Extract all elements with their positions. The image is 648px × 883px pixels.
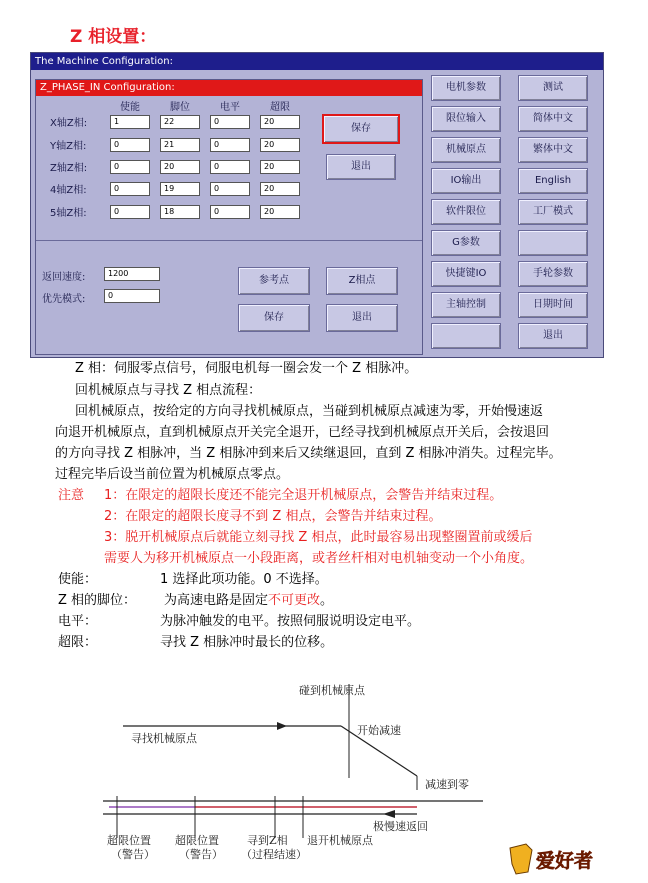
limit-text: 寻找 Z 相脉冲时最长的位移。 xyxy=(160,635,334,650)
axis5-level-field[interactable]: 0 xyxy=(210,205,250,219)
warning-3: 3：脱开机械原点后就能立刻寻找 Z 相点，此时最容易出现整圈置前或缓后 xyxy=(104,530,533,545)
z-phase-point-button[interactable]: Z相点 xyxy=(326,267,398,295)
y-overlimit-field[interactable]: 20 xyxy=(260,138,300,152)
homing-process-diagram xyxy=(95,678,495,868)
menu-machine-origin[interactable]: 机械原点 xyxy=(431,137,501,163)
z-phase-config-panel xyxy=(35,79,423,355)
column-overlimit: 超限 xyxy=(270,102,290,113)
label-hit-origin: 碰到机械原点 xyxy=(299,684,365,697)
label-overlimit-1: 超限位置 xyxy=(107,834,151,847)
x-level-field[interactable]: 0 xyxy=(210,115,250,129)
column-enable: 使能 xyxy=(120,102,140,113)
note-line-6: 过程完毕后设当前位置为机械原点零点。 xyxy=(55,467,290,482)
z-level-field[interactable]: 0 xyxy=(210,160,250,174)
z-overlimit-field[interactable]: 20 xyxy=(260,160,300,174)
panel-title: Z_PHASE_IN Configuration: xyxy=(36,80,422,96)
label-search-origin: 寻找机械原点 xyxy=(131,732,197,745)
return-speed-field[interactable]: 1200 xyxy=(104,267,160,281)
y-enable-field[interactable]: 0 xyxy=(110,138,150,152)
menu-traditional-chinese[interactable]: 繁体中文 xyxy=(518,137,588,163)
enable-text: 1 选择此项功能。0 不选择。 xyxy=(160,572,328,587)
y-level-field[interactable]: 0 xyxy=(210,138,250,152)
axis4-level-field[interactable]: 0 xyxy=(210,182,250,196)
return-arrow-icon xyxy=(383,810,395,818)
x-overlimit-field[interactable]: 20 xyxy=(260,115,300,129)
menu-test[interactable]: 测试 xyxy=(518,75,588,101)
z-enable-field[interactable]: 0 xyxy=(110,160,150,174)
label-leave-origin: 退开机械原点 xyxy=(307,834,373,847)
axis4-enable-field[interactable]: 0 xyxy=(110,182,150,196)
note-line-3: 回机械原点，按给定的方向寻找机械原点，当碰到机械原点减速为零，开始慢速返 xyxy=(75,404,544,419)
menu-motor-params[interactable]: 电机参数 xyxy=(431,75,501,101)
warning-1: 1：在限定的超限长度还不能完全退开机械原点，会警告并结束过程。 xyxy=(104,488,503,503)
enable-label: 使能： xyxy=(58,572,98,587)
label-start-decel: 开始减速 xyxy=(357,724,401,737)
bottom-exit-button[interactable]: 退出 xyxy=(326,304,398,332)
pin-text: 为高速电路是固定不可更改。 xyxy=(164,593,334,608)
level-text: 为脉冲触发的电平。按照伺服说明设定电平。 xyxy=(160,614,421,629)
menu-hotkey-io[interactable]: 快捷键IO xyxy=(431,261,501,287)
menu-simplified-chinese[interactable]: 简体中文 xyxy=(518,106,588,132)
note-line-2: 回机械原点与寻找 Z 相点流程： xyxy=(75,383,262,398)
menu-blank-left[interactable] xyxy=(431,323,501,349)
x-enable-field[interactable]: 1 xyxy=(110,115,150,129)
label-slow-return: 极慢速返回 xyxy=(373,820,428,833)
menu-exit[interactable]: 退出 xyxy=(518,323,588,349)
logo-emblem-icon xyxy=(510,844,532,874)
row-label-5: 5轴Z相: xyxy=(50,208,87,219)
label-overlimit-2: 超限位置 xyxy=(175,834,219,847)
return-speed-label: 返回速度: xyxy=(42,272,86,283)
note-prefix: 注意 xyxy=(58,488,85,503)
menu-factory-mode[interactable]: 工厂模式 xyxy=(518,199,588,225)
label-decel-zero: 减速到零 xyxy=(425,778,469,791)
reference-point-button[interactable]: 参考点 xyxy=(238,267,310,295)
axis4-overlimit-field[interactable]: 20 xyxy=(260,182,300,196)
axis4-pin-field[interactable]: 19 xyxy=(160,182,200,196)
label-end-process: （过程结速） xyxy=(241,848,307,861)
bottom-save-button[interactable]: 保存 xyxy=(238,304,310,332)
exit-button[interactable]: 退出 xyxy=(326,154,396,180)
warning-3-cont: 需要人为移开机械原点一小段距离，或者丝杆相对电机轴变动一个小角度。 xyxy=(104,551,534,566)
menu-english[interactable]: English xyxy=(518,168,588,194)
row-label-y: Y轴Z相: xyxy=(50,141,87,152)
axis5-enable-field[interactable]: 0 xyxy=(110,205,150,219)
priority-mode-label: 优先模式: xyxy=(42,294,86,305)
menu-io-output[interactable]: IO输出 xyxy=(431,168,501,194)
priority-mode-field[interactable]: 0 xyxy=(104,289,160,303)
menu-software-limit[interactable]: 软件限位 xyxy=(431,199,501,225)
level-label: 电平： xyxy=(58,614,98,629)
page-title: Z 相设置： xyxy=(70,27,157,47)
menu-blank-right[interactable] xyxy=(518,230,588,256)
forum-logo xyxy=(506,842,630,876)
row-label-4: 4轴Z相: xyxy=(50,185,87,196)
machine-configuration-window xyxy=(30,52,604,358)
menu-handwheel-params[interactable]: 手轮参数 xyxy=(518,261,588,287)
window-title: The Machine Configuration: xyxy=(31,53,603,70)
menu-limit-input[interactable]: 限位输入 xyxy=(431,106,501,132)
column-pin: 脚位 xyxy=(170,102,190,113)
y-pin-field[interactable]: 21 xyxy=(160,138,200,152)
search-arrow-icon xyxy=(277,722,287,730)
row-label-x: X轴Z相: xyxy=(50,118,88,129)
note-line-1: Z 相：伺服零点信号，伺服电机每一圈会发一个 Z 相脉冲。 xyxy=(75,361,418,376)
label-find-z: 寻到Z相 xyxy=(247,834,288,847)
menu-spindle-control[interactable]: 主轴控制 xyxy=(431,292,501,318)
save-button[interactable]: 保存 xyxy=(322,114,400,144)
logo-text: 爱好者 xyxy=(536,850,594,872)
x-pin-field[interactable]: 22 xyxy=(160,115,200,129)
axis5-pin-field[interactable]: 18 xyxy=(160,205,200,219)
column-level: 电平 xyxy=(220,102,240,113)
menu-date-time[interactable]: 日期时间 xyxy=(518,292,588,318)
divider xyxy=(36,240,422,241)
pin-label: Z 相的脚位： xyxy=(58,593,137,608)
menu-g-params[interactable]: G参数 xyxy=(431,230,501,256)
warning-2: 2：在限定的超限长度寻不到 Z 相点，会警告并结束过程。 xyxy=(104,509,442,524)
row-label-z: Z轴Z相: xyxy=(50,163,88,174)
axis5-overlimit-field[interactable]: 20 xyxy=(260,205,300,219)
label-warn-1: （警告） xyxy=(111,848,155,861)
label-warn-2: （警告） xyxy=(179,848,223,861)
note-line-5: 的方向寻找 Z 相脉冲，当 Z 相脉冲到来后又续继退回，直到 Z 相脉冲消失。过程完毕。 xyxy=(55,446,562,461)
z-pin-field[interactable]: 20 xyxy=(160,160,200,174)
note-line-4: 向退开机械原点，直到机械原点开关完全退开，已经寻找到机械原点开关后，会按退回 xyxy=(55,425,550,440)
limit-label: 超限： xyxy=(58,635,98,650)
